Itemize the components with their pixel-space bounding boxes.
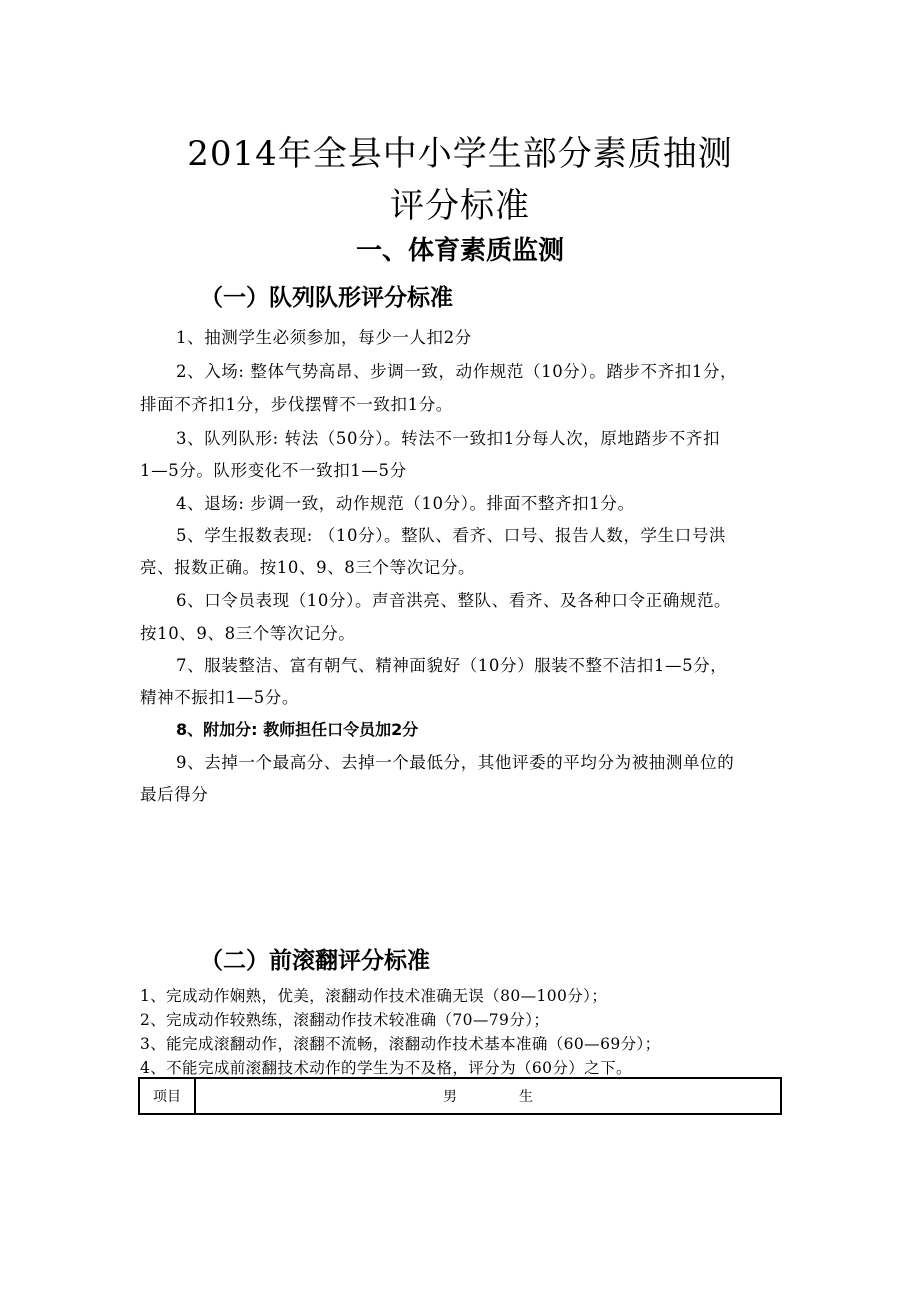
rule-line: 2、入场: 整体气势高昂、步调一致，动作规范（10分）。踏步不齐扣1分， [176, 362, 738, 381]
rule-line: 9、去掉一个最高分、去掉一个最低分，其他评委的平均分为被抽测单位的 [176, 753, 735, 772]
page-subtitle: 评分标准 [390, 186, 530, 226]
rule-line: 按10、9、8三个等次记分。 [140, 624, 356, 643]
rule-line: 4、退场: 步调一致，动作规范（10分）。排面不整齐扣1分。 [176, 494, 635, 513]
table-header-item: 项目 [140, 1079, 196, 1113]
rule-line: 排面不齐扣1分，步伐摆臂不一致扣1分。 [140, 395, 453, 414]
rule-line: 1—5分。队形变化不一致扣1—5分 [140, 461, 407, 480]
page-title: 2014年全县中小学生部分素质抽测 [187, 134, 733, 174]
rule-line: 3、队列队形: 转法（50分）。转法不一致扣1分每人次，原地踏步不齐扣 [176, 429, 721, 448]
roll-rule-line: 1、完成动作娴熟，优美，滚翻动作技术准确无误（80—100分）； [140, 987, 608, 1005]
rule-line-bonus: 8、附加分: 教师担任口令员加2分 [176, 720, 419, 739]
subsection-heading-formation: （一）队列队形评分标准 [200, 285, 453, 311]
table-header-male: 男生 [443, 1089, 595, 1105]
rule-line: 6、口令员表现（10分）。声音洪亮、整队、看齐、及各种口令正确规范。 [176, 591, 732, 610]
roll-rule-line: 3、能完成滚翻动作，滚翻不流畅，滚翻动作技术基本准确（60—69分）； [140, 1035, 661, 1053]
section-heading-pe: 一、体育素质监测 [355, 236, 564, 266]
scoring-table [138, 1077, 782, 1115]
rule-line: 最后得分 [140, 785, 209, 804]
rule-line: 7、服装整洁、富有朝气、精神面貌好（10分）服装不整不洁扣1—5分， [176, 656, 728, 675]
rule-line: 亮、报数正确。按10、9、8三个等次记分。 [140, 558, 476, 577]
rule-line: 1、抽测学生必须参加，每少一人扣2分 [176, 328, 472, 347]
subsection-heading-forward-roll: （二）前滚翻评分标准 [200, 948, 430, 974]
rule-line: 5、学生报数表现: （10分）。整队、看齐、口号、报告人数，学生口号洪 [176, 526, 727, 545]
rule-line: 精神不振扣1—5分。 [140, 688, 299, 707]
roll-rule-line: 4、不能完成前滚翻技术动作的学生为不及格，评分为（60分）之下。 [140, 1059, 632, 1077]
roll-rule-line: 2、完成动作较熟练，滚翻动作技术较准确（70—79分）； [140, 1011, 550, 1029]
